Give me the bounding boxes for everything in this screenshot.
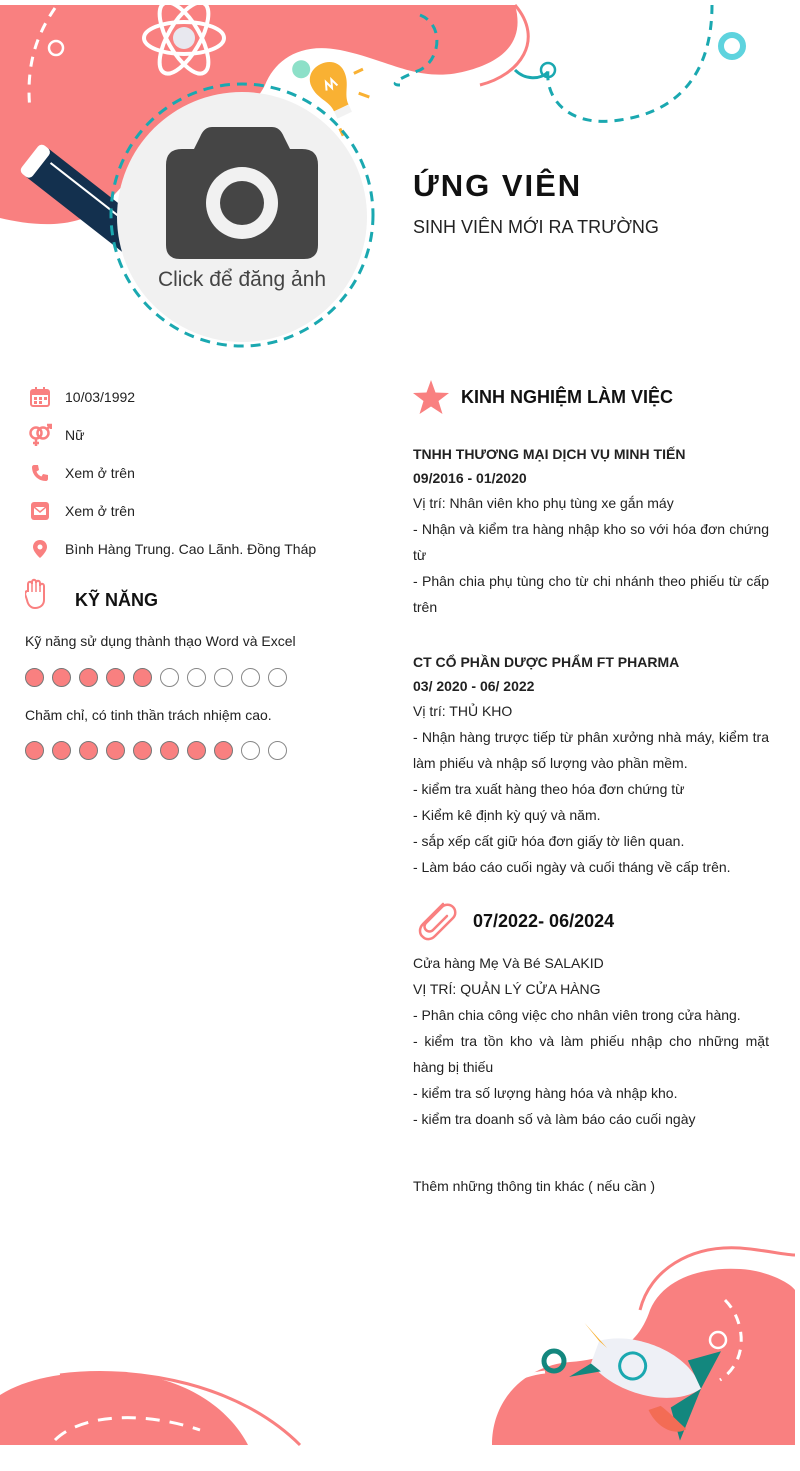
project-line[interactable]: Cửa hàng Mẹ Và Bé SALAKID — [413, 955, 604, 971]
project-heading[interactable]: 07/2022- 06/2024 — [473, 911, 615, 931]
job-line[interactable]: - Kiểm kê định kỳ quý và năm. — [413, 807, 601, 823]
rating-dot-empty — [268, 741, 287, 760]
job-line[interactable]: - sắp xếp cất giữ hóa đơn giấy tờ liên quan. — [413, 833, 685, 849]
rating-dot-filled — [160, 741, 179, 760]
skill-name[interactable]: Kỹ năng sử dụng thành thạo Word và Excel — [25, 633, 296, 649]
bottom-left-blob — [0, 1372, 248, 1445]
phone-value[interactable]: Xem ở trên — [65, 465, 135, 481]
birthday-row — [28, 384, 135, 410]
rating-dot-empty — [241, 741, 260, 760]
email-icon — [28, 499, 52, 523]
job-period[interactable]: 09/2016 - 01/2020 — [413, 470, 527, 486]
birthday-value[interactable]: 10/03/1992 — [65, 389, 136, 405]
project-entry — [413, 950, 769, 1132]
email-value[interactable]: Xem ở trên — [65, 503, 135, 519]
email-row — [28, 498, 135, 524]
job-company[interactable]: CT CỔ PHẦN DƯỢC PHẨM FT PHARMA — [413, 654, 680, 670]
rating-dot-empty — [268, 668, 287, 687]
job-line[interactable]: - Phân chia phụ tùng cho từ chi nhánh theo phiếu từ cấp trên — [413, 573, 769, 615]
job-entry — [413, 442, 769, 620]
project-line[interactable]: - kiểm tra doanh số và làm báo cáo cuối ngày — [413, 1111, 696, 1127]
calendar-icon — [28, 385, 52, 409]
rating-dot-filled — [79, 741, 98, 760]
rating-dot-empty — [187, 668, 206, 687]
phone-row — [28, 460, 135, 486]
hand-icon — [25, 578, 47, 610]
rating-dot-filled — [214, 741, 233, 760]
job-entry — [413, 650, 769, 880]
gender-row — [28, 422, 84, 448]
skill-name[interactable]: Chăm chỉ, có tinh thần trách nhiệm cao. — [25, 707, 272, 723]
rating-dot-filled — [106, 741, 125, 760]
rating-dot-empty — [160, 668, 179, 687]
rating-dot-filled — [52, 741, 71, 760]
experience-heading[interactable]: KINH NGHIỆM LÀM VIỆC — [461, 387, 674, 407]
rating-dot-filled — [187, 741, 206, 760]
star-icon — [413, 380, 449, 414]
camera-icon — [166, 127, 318, 259]
job-line[interactable]: - Nhận và kiểm tra hàng nhập kho so với hóa đơn chứng từ — [413, 521, 769, 563]
rating-dot-filled — [106, 668, 125, 687]
job-line[interactable]: - kiểm tra xuất hàng theo hóa đơn chứng từ — [413, 781, 685, 797]
project-line[interactable]: VỊ TRÍ: QUẢN LÝ CỬA HÀNG — [413, 981, 601, 997]
project-line[interactable]: - Phân chia công việc cho nhân viên trong cửa hàng. — [413, 1007, 741, 1023]
address-value[interactable]: Bình Hàng Trung. Cao Lãnh. Đồng Tháp — [65, 541, 317, 557]
project-line[interactable]: - kiểm tra số lượng hàng hóa và nhập kho. — [413, 1085, 678, 1101]
rating-dot-empty — [214, 668, 233, 687]
paperclip-icon — [415, 898, 459, 942]
job-line[interactable]: Vị trí: THỦ KHO — [413, 703, 513, 719]
skill-rating — [25, 668, 287, 687]
gender-value[interactable]: Nữ — [65, 427, 85, 443]
gender-icon — [28, 423, 52, 447]
project-line[interactable]: - kiểm tra tồn kho và làm phiếu nhập cho những mặt hàng bị thiếu — [413, 1033, 769, 1075]
rating-dot-filled — [52, 668, 71, 687]
rating-dot-filled — [79, 668, 98, 687]
address-row — [28, 536, 316, 562]
job-line[interactable]: - Làm báo cáo cuối ngày và cuối tháng về cấp trên. — [413, 859, 731, 875]
job-line[interactable]: Vị trí: Nhân viên kho phụ tùng xe gắn máy — [413, 495, 674, 511]
other-info[interactable]: Thêm những thông tin khác ( nếu cần ) — [413, 1178, 656, 1194]
job-period[interactable]: 03/ 2020 - 06/ 2022 — [413, 678, 535, 694]
phone-icon — [28, 461, 52, 485]
job-company[interactable]: TNHH THƯƠNG MẠI DỊCH VỤ MINH TIẾN — [413, 446, 686, 462]
rating-dot-filled — [133, 741, 152, 760]
rating-dot-filled — [25, 741, 44, 760]
location-pin-icon — [28, 537, 52, 561]
rating-dot-empty — [241, 668, 260, 687]
skills-heading[interactable]: KỸ NĂNG — [75, 590, 159, 610]
skill-rating — [25, 741, 287, 760]
candidate-name[interactable]: ỨNG VIÊN — [413, 168, 583, 203]
candidate-title[interactable]: SINH VIÊN MỚI RA TRƯỜNG — [413, 217, 659, 237]
job-line[interactable]: - Nhận hàng trược tiếp từ phân xưởng nhà máy, kiểm tra làm phiếu và nhập số lượng vào phần mềm. — [413, 729, 769, 771]
rating-dot-filled — [133, 668, 152, 687]
rating-dot-filled — [25, 668, 44, 687]
photo-upload-label[interactable]: Click để đăng ảnh — [157, 268, 327, 291]
